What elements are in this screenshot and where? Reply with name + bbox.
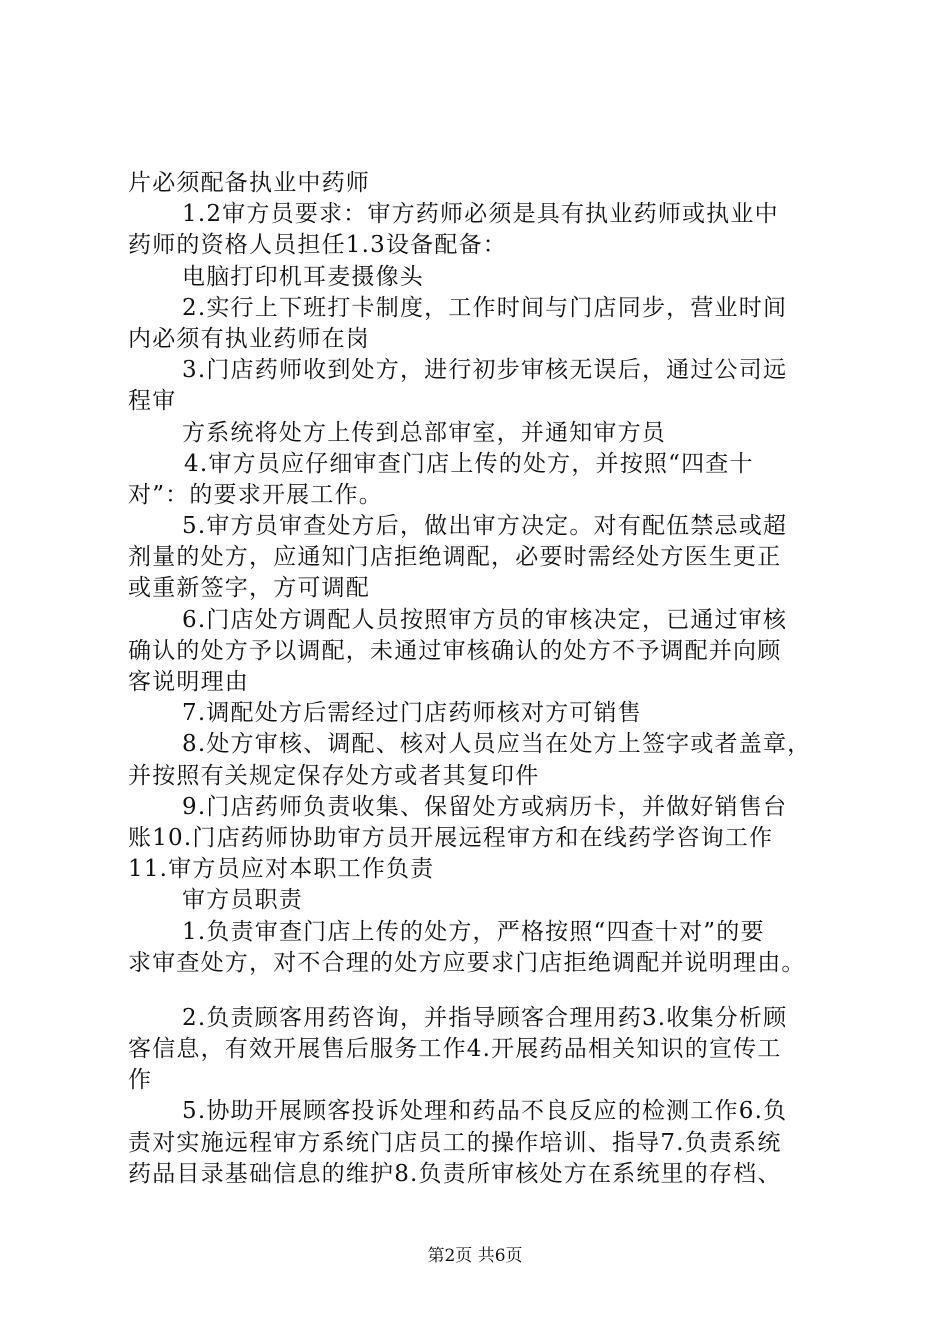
text-line: 1.负责审查门店上传的处方，严格按照“四查十对”的要 [182,918,765,945]
text-line: 2.负责顾客用药咨询，并指导顾客合理用药3.收集分析顾 [182,1004,788,1031]
text-line: 责对实施远程审方系统门店员工的操作培训、指导7.负责系统 [128,1129,782,1156]
text-line: 1.2审方员要求：审方药师必须是具有执业药师或执业中 [182,201,779,228]
document-body [128,168,844,1190]
text-line: 确认的处方予以调配，未通过审核确认的处方不予调配并向顾 [128,637,782,664]
text-line: 账10.门店药师协助审方员开展远程审方和在线药学咨询工作 [128,824,774,851]
page-number-footer: 第2页 共6页 [427,1246,523,1266]
section-heading: 审方员职责 [182,887,303,914]
text-line: 2.实行上下班打卡制度，工作时间与门店同步，营业时间 [182,294,788,321]
text-line: 客说明理由 [128,669,249,695]
text-line: 6.门店处方调配人员按照审方员的审核决定，已通过审核 [182,606,788,633]
text-line: 程审 [128,388,177,415]
text-line: 内必须有执业药师在岗 [128,325,370,352]
text-line: 药师的资格人员担任1.3设备配备： [128,232,507,259]
text-line: 9.门店药师负责收集、保留处方或病历卡，并做好销售台 [182,793,788,820]
text-line: 5.审方员审查处方后，做出审方决定。对有配伍禁忌或超 [182,513,788,540]
text-line: 电脑打印机耳麦摄像头 [182,263,424,290]
paragraph-gap [128,979,844,1003]
text-line: 3.门店药师收到处方，进行初步审核无误后，通过公司远 [182,357,788,384]
text-line: 或重新签字，方可调配 [128,575,370,602]
text-line: 方系统将处方上传到总部审室，并通知审方员 [182,419,666,446]
text-line: 客信息，有效开展售后服务工作4.开展药品相关知识的宣传工 [128,1036,782,1063]
text-line: 求审查处方，对不合理的处方应要求门店拒绝调配并说明理由。 [128,949,806,976]
text-line: 作 [128,1067,153,1094]
text-line: 7.调配处方后需经过门店药师核对方可销售 [182,700,642,727]
text-line: 药品目录基础信息的维护8.负责所审核处方在系统里的存档、 [128,1160,782,1187]
text-line: 并按照有关规定保存处方或者其复印件 [128,762,540,789]
text-line: 对”：的要求开展工作。 [128,481,383,508]
text-line: 剂量的处方，应通知门店拒绝调配，必要时需经处方医生更正 [128,544,782,571]
text-line: 5.协助开展顾客投诉处理和药品不良反应的检测工作6.负 [182,1098,788,1125]
text-line: 片必须配备执业中药师 [128,170,370,196]
text-line: 4.审方员应仔细审查门店上传的处方，并按照“四查十 [184,450,754,477]
text-line: 11.审方员应对本职工作负责 [128,856,435,883]
text-line: 8.处方审核、调配、核对人员应当在处方上签字或者盖章， [182,731,812,758]
